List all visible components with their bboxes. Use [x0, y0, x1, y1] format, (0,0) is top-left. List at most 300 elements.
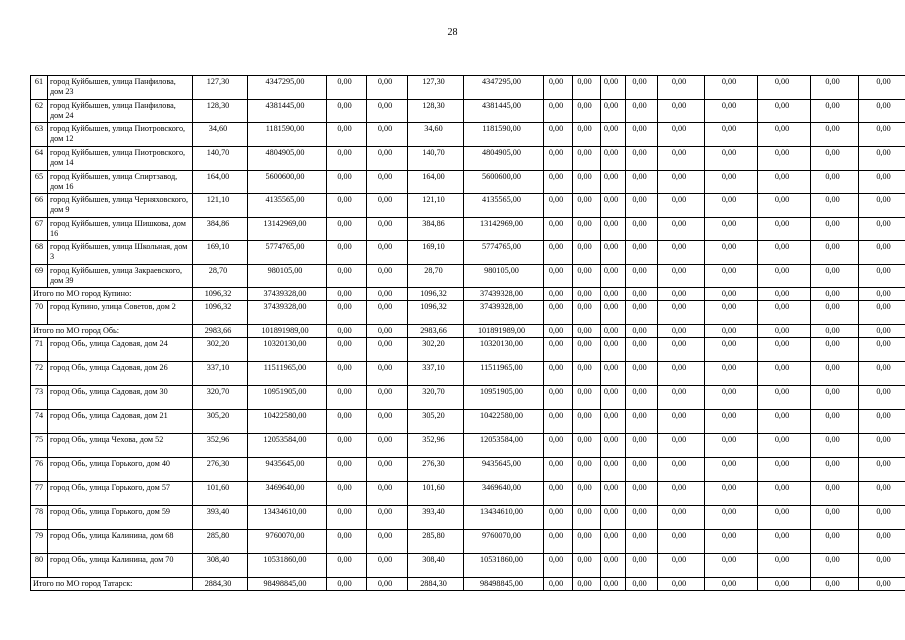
value-cell: 37439328,00 — [248, 288, 327, 301]
table-row — [31, 386, 905, 410]
subtotal-label: Итого по МО город Татарск: — [31, 578, 193, 591]
value-cell: 0,00 — [367, 434, 408, 458]
value-cell: 0,00 — [859, 506, 905, 530]
value-cell: 0,00 — [544, 241, 573, 265]
value-cell: 0,00 — [758, 578, 811, 591]
value-cell: 98498845,00 — [248, 578, 327, 591]
value-cell: 0,00 — [327, 194, 367, 218]
value-cell: 0,00 — [705, 100, 758, 123]
row-number: 67 — [31, 218, 48, 241]
value-cell: 980105,00 — [248, 265, 327, 288]
value-cell: 0,00 — [705, 194, 758, 218]
value-cell: 0,00 — [811, 218, 859, 241]
value-cell: 0,00 — [601, 458, 626, 482]
value-cell: 5600600,00 — [248, 171, 327, 194]
value-cell: 0,00 — [544, 410, 573, 434]
value-cell: 0,00 — [859, 147, 905, 171]
value-cell: 0,00 — [626, 301, 658, 325]
value-cell: 5774765,00 — [248, 241, 327, 265]
value-cell: 0,00 — [544, 100, 573, 123]
value-cell: 0,00 — [626, 194, 658, 218]
value-cell: 34,60 — [408, 123, 464, 147]
value-cell: 127,30 — [408, 76, 464, 100]
value-cell: 0,00 — [367, 386, 408, 410]
value-cell: 0,00 — [573, 410, 601, 434]
value-cell: 0,00 — [601, 76, 626, 100]
value-cell: 0,00 — [327, 458, 367, 482]
value-cell: 0,00 — [601, 100, 626, 123]
row-number: 69 — [31, 265, 48, 288]
value-cell: 0,00 — [758, 100, 811, 123]
value-cell: 393,40 — [408, 506, 464, 530]
value-cell: 10531860,00 — [464, 554, 544, 578]
value-cell: 0,00 — [544, 147, 573, 171]
value-cell: 164,00 — [408, 171, 464, 194]
address-cell: город Обь, улица Калинина, дом 68 — [48, 530, 193, 554]
table-row — [31, 362, 905, 386]
address-cell: город Обь, улица Горького, дом 59 — [48, 506, 193, 530]
value-cell: 0,00 — [544, 301, 573, 325]
value-cell: 0,00 — [758, 241, 811, 265]
value-cell: 0,00 — [705, 218, 758, 241]
value-cell: 4135565,00 — [248, 194, 327, 218]
value-cell: 320,70 — [408, 386, 464, 410]
value-cell: 0,00 — [367, 171, 408, 194]
value-cell: 0,00 — [658, 530, 705, 554]
value-cell: 12053584,00 — [464, 434, 544, 458]
value-cell: 0,00 — [859, 530, 905, 554]
address-cell: город Обь, улица Садовая, дом 30 — [48, 386, 193, 410]
value-cell: 9760070,00 — [248, 530, 327, 554]
value-cell: 0,00 — [626, 338, 658, 362]
value-cell: 3469640,00 — [248, 482, 327, 506]
value-cell: 101,60 — [408, 482, 464, 506]
value-cell: 0,00 — [573, 554, 601, 578]
value-cell: 9435645,00 — [464, 458, 544, 482]
value-cell: 0,00 — [758, 123, 811, 147]
value-cell: 0,00 — [544, 265, 573, 288]
value-cell: 9760070,00 — [464, 530, 544, 554]
value-cell: 0,00 — [367, 458, 408, 482]
value-cell: 2983,66 — [193, 325, 248, 338]
value-cell: 0,00 — [811, 386, 859, 410]
value-cell: 0,00 — [367, 362, 408, 386]
value-cell: 0,00 — [811, 362, 859, 386]
value-cell: 1096,32 — [408, 301, 464, 325]
value-cell: 0,00 — [327, 362, 367, 386]
value-cell: 0,00 — [859, 218, 905, 241]
value-cell: 0,00 — [327, 482, 367, 506]
value-cell: 0,00 — [367, 241, 408, 265]
value-cell: 101891989,00 — [248, 325, 327, 338]
value-cell: 0,00 — [573, 218, 601, 241]
value-cell: 0,00 — [573, 325, 601, 338]
value-cell: 0,00 — [811, 338, 859, 362]
value-cell: 0,00 — [573, 578, 601, 591]
row-number: 72 — [31, 362, 48, 386]
value-cell: 28,70 — [408, 265, 464, 288]
value-cell: 0,00 — [859, 578, 905, 591]
value-cell: 0,00 — [367, 506, 408, 530]
value-cell: 0,00 — [601, 265, 626, 288]
address-cell: город Купино, улица Советов, дом 2 — [48, 301, 193, 325]
value-cell: 13434610,00 — [248, 506, 327, 530]
table-row — [31, 434, 905, 458]
value-cell: 0,00 — [573, 434, 601, 458]
value-cell: 0,00 — [658, 171, 705, 194]
table-row — [31, 218, 905, 241]
table-row — [31, 76, 905, 100]
value-cell: 121,10 — [193, 194, 248, 218]
value-cell: 0,00 — [705, 386, 758, 410]
value-cell: 0,00 — [658, 386, 705, 410]
address-cell: город Обь, улица Садовая, дом 24 — [48, 338, 193, 362]
value-cell: 0,00 — [367, 301, 408, 325]
value-cell: 140,70 — [408, 147, 464, 171]
value-cell: 0,00 — [811, 506, 859, 530]
value-cell: 0,00 — [705, 554, 758, 578]
value-cell: 12053584,00 — [248, 434, 327, 458]
value-cell: 0,00 — [705, 530, 758, 554]
value-cell: 0,00 — [367, 554, 408, 578]
value-cell: 0,00 — [811, 171, 859, 194]
value-cell: 0,00 — [626, 147, 658, 171]
value-cell: 0,00 — [658, 410, 705, 434]
value-cell: 0,00 — [573, 100, 601, 123]
value-cell: 0,00 — [327, 554, 367, 578]
value-cell: 352,96 — [408, 434, 464, 458]
value-cell: 0,00 — [327, 410, 367, 434]
value-cell: 0,00 — [658, 265, 705, 288]
value-cell: 0,00 — [327, 506, 367, 530]
value-cell: 0,00 — [327, 76, 367, 100]
value-cell: 0,00 — [367, 76, 408, 100]
value-cell: 0,00 — [705, 241, 758, 265]
value-cell: 0,00 — [859, 338, 905, 362]
value-cell: 0,00 — [327, 123, 367, 147]
value-cell: 0,00 — [811, 530, 859, 554]
value-cell: 4347295,00 — [464, 76, 544, 100]
row-number: 68 — [31, 241, 48, 265]
value-cell: 0,00 — [811, 147, 859, 171]
value-cell: 0,00 — [367, 288, 408, 301]
value-cell: 0,00 — [705, 482, 758, 506]
value-cell: 980105,00 — [464, 265, 544, 288]
value-cell: 305,20 — [408, 410, 464, 434]
table-row — [31, 100, 905, 123]
value-cell: 0,00 — [601, 554, 626, 578]
table-row — [31, 410, 905, 434]
address-cell: город Обь, улица Садовая, дом 26 — [48, 362, 193, 386]
value-cell: 0,00 — [658, 288, 705, 301]
value-cell: 0,00 — [811, 458, 859, 482]
value-cell: 0,00 — [658, 482, 705, 506]
value-cell: 0,00 — [658, 506, 705, 530]
value-cell: 0,00 — [626, 482, 658, 506]
value-cell: 0,00 — [573, 386, 601, 410]
value-cell: 0,00 — [658, 218, 705, 241]
row-number: 75 — [31, 434, 48, 458]
row-number: 80 — [31, 554, 48, 578]
value-cell: 0,00 — [705, 578, 758, 591]
value-cell: 2884,30 — [408, 578, 464, 591]
value-cell: 128,30 — [408, 100, 464, 123]
value-cell: 0,00 — [811, 482, 859, 506]
value-cell: 0,00 — [327, 241, 367, 265]
value-cell: 0,00 — [367, 482, 408, 506]
value-cell: 164,00 — [193, 171, 248, 194]
value-cell: 0,00 — [367, 147, 408, 171]
value-cell: 0,00 — [367, 218, 408, 241]
value-cell: 4381445,00 — [464, 100, 544, 123]
row-number: 74 — [31, 410, 48, 434]
value-cell: 0,00 — [758, 301, 811, 325]
address-cell: город Куйбышев, улица Черняховского, дом 9 — [48, 194, 193, 218]
value-cell: 13142969,00 — [464, 218, 544, 241]
value-cell: 0,00 — [859, 100, 905, 123]
value-cell: 0,00 — [859, 458, 905, 482]
value-cell: 0,00 — [327, 265, 367, 288]
table-row — [31, 301, 905, 325]
value-cell: 0,00 — [758, 458, 811, 482]
value-cell: 0,00 — [601, 338, 626, 362]
value-cell: 1181590,00 — [464, 123, 544, 147]
value-cell: 384,86 — [408, 218, 464, 241]
value-cell: 101,60 — [193, 482, 248, 506]
value-cell: 0,00 — [367, 123, 408, 147]
value-cell: 11511965,00 — [248, 362, 327, 386]
value-cell: 3469640,00 — [464, 482, 544, 506]
row-number: 78 — [31, 506, 48, 530]
value-cell: 0,00 — [626, 434, 658, 458]
value-cell: 0,00 — [601, 386, 626, 410]
value-cell: 0,00 — [626, 554, 658, 578]
table-row — [31, 194, 905, 218]
value-cell: 0,00 — [327, 301, 367, 325]
value-cell: 320,70 — [193, 386, 248, 410]
value-cell: 0,00 — [601, 301, 626, 325]
value-cell: 0,00 — [758, 362, 811, 386]
row-number: 63 — [31, 123, 48, 147]
address-cell: город Куйбышев, улица Пиотровского, дом 14 — [48, 147, 193, 171]
address-cell: город Обь, улица Горького, дом 57 — [48, 482, 193, 506]
value-cell: 302,20 — [193, 338, 248, 362]
value-cell: 0,00 — [758, 434, 811, 458]
value-cell: 0,00 — [705, 325, 758, 338]
value-cell: 0,00 — [859, 301, 905, 325]
value-cell: 13142969,00 — [248, 218, 327, 241]
table-row — [31, 482, 905, 506]
value-cell: 28,70 — [193, 265, 248, 288]
address-cell: город Обь, улица Горького, дом 40 — [48, 458, 193, 482]
value-cell: 0,00 — [859, 325, 905, 338]
value-cell: 0,00 — [626, 123, 658, 147]
value-cell: 0,00 — [544, 171, 573, 194]
value-cell: 10951905,00 — [464, 386, 544, 410]
value-cell: 0,00 — [601, 194, 626, 218]
value-cell: 0,00 — [859, 123, 905, 147]
row-number: 62 — [31, 100, 48, 123]
value-cell: 0,00 — [544, 194, 573, 218]
value-cell: 0,00 — [626, 218, 658, 241]
value-cell: 0,00 — [758, 194, 811, 218]
row-number: 61 — [31, 76, 48, 100]
value-cell: 0,00 — [544, 338, 573, 362]
value-cell: 0,00 — [327, 578, 367, 591]
value-cell: 0,00 — [573, 338, 601, 362]
value-cell: 0,00 — [658, 434, 705, 458]
row-number: 64 — [31, 147, 48, 171]
value-cell: 0,00 — [367, 100, 408, 123]
value-cell: 337,10 — [193, 362, 248, 386]
value-cell: 0,00 — [601, 434, 626, 458]
table-row — [31, 265, 905, 288]
value-cell: 0,00 — [367, 265, 408, 288]
value-cell: 276,30 — [193, 458, 248, 482]
value-cell: 0,00 — [859, 288, 905, 301]
value-cell: 10320130,00 — [464, 338, 544, 362]
row-number: 77 — [31, 482, 48, 506]
value-cell: 0,00 — [544, 76, 573, 100]
value-cell: 128,30 — [193, 100, 248, 123]
value-cell: 0,00 — [327, 325, 367, 338]
value-cell: 0,00 — [327, 530, 367, 554]
value-cell: 0,00 — [758, 325, 811, 338]
value-cell: 0,00 — [705, 123, 758, 147]
value-cell: 0,00 — [367, 530, 408, 554]
value-cell: 4135565,00 — [464, 194, 544, 218]
value-cell: 4347295,00 — [248, 76, 327, 100]
value-cell: 0,00 — [811, 76, 859, 100]
value-cell: 384,86 — [193, 218, 248, 241]
value-cell: 10320130,00 — [248, 338, 327, 362]
value-cell: 169,10 — [193, 241, 248, 265]
value-cell: 34,60 — [193, 123, 248, 147]
value-cell: 0,00 — [573, 288, 601, 301]
value-cell: 0,00 — [859, 386, 905, 410]
address-cell: город Обь, улица Чехова, дом 52 — [48, 434, 193, 458]
subtotal-label: Итого по МО город Купино: — [31, 288, 193, 301]
value-cell: 0,00 — [601, 218, 626, 241]
value-cell: 0,00 — [626, 171, 658, 194]
value-cell: 352,96 — [193, 434, 248, 458]
value-cell: 0,00 — [573, 76, 601, 100]
value-cell: 0,00 — [626, 100, 658, 123]
value-cell: 337,10 — [408, 362, 464, 386]
value-cell: 0,00 — [859, 76, 905, 100]
value-cell: 0,00 — [658, 147, 705, 171]
value-cell: 10422580,00 — [464, 410, 544, 434]
value-cell: 0,00 — [544, 554, 573, 578]
value-cell: 308,40 — [193, 554, 248, 578]
table-row — [31, 171, 905, 194]
value-cell: 37439328,00 — [248, 301, 327, 325]
value-cell: 0,00 — [544, 458, 573, 482]
table-row — [31, 123, 905, 147]
value-cell: 0,00 — [573, 458, 601, 482]
value-cell: 0,00 — [811, 301, 859, 325]
value-cell: 0,00 — [658, 241, 705, 265]
value-cell: 0,00 — [705, 506, 758, 530]
value-cell: 0,00 — [601, 147, 626, 171]
value-cell: 302,20 — [408, 338, 464, 362]
value-cell: 0,00 — [367, 338, 408, 362]
value-cell: 0,00 — [705, 434, 758, 458]
value-cell: 10531860,00 — [248, 554, 327, 578]
value-cell: 0,00 — [601, 362, 626, 386]
value-cell: 393,40 — [193, 506, 248, 530]
value-cell: 0,00 — [544, 578, 573, 591]
value-cell: 0,00 — [658, 578, 705, 591]
value-cell: 1096,32 — [408, 288, 464, 301]
value-cell: 0,00 — [705, 301, 758, 325]
value-cell: 9435645,00 — [248, 458, 327, 482]
value-cell: 0,00 — [758, 338, 811, 362]
value-cell: 285,80 — [193, 530, 248, 554]
value-cell: 0,00 — [327, 147, 367, 171]
value-cell: 0,00 — [626, 578, 658, 591]
value-cell: 0,00 — [626, 410, 658, 434]
value-cell: 0,00 — [859, 362, 905, 386]
value-cell: 0,00 — [658, 362, 705, 386]
value-cell: 0,00 — [626, 288, 658, 301]
value-cell: 0,00 — [544, 123, 573, 147]
value-cell: 0,00 — [758, 76, 811, 100]
value-cell: 0,00 — [626, 386, 658, 410]
value-cell: 0,00 — [573, 123, 601, 147]
value-cell: 0,00 — [573, 194, 601, 218]
table-row — [31, 241, 905, 265]
address-cell: город Куйбышев, улица Панфилова, дом 23 — [48, 76, 193, 100]
value-cell: 0,00 — [658, 325, 705, 338]
value-cell: 0,00 — [811, 194, 859, 218]
value-cell: 0,00 — [626, 325, 658, 338]
value-cell: 0,00 — [367, 578, 408, 591]
value-cell: 0,00 — [367, 194, 408, 218]
value-cell: 0,00 — [758, 386, 811, 410]
value-cell: 0,00 — [758, 171, 811, 194]
row-number: 79 — [31, 530, 48, 554]
value-cell: 0,00 — [573, 482, 601, 506]
subtotal-row — [31, 578, 905, 591]
value-cell: 0,00 — [601, 171, 626, 194]
table-row — [31, 530, 905, 554]
value-cell: 169,10 — [408, 241, 464, 265]
value-cell: 0,00 — [327, 218, 367, 241]
value-cell: 4804905,00 — [248, 147, 327, 171]
value-cell: 0,00 — [758, 530, 811, 554]
value-cell: 0,00 — [544, 434, 573, 458]
value-cell: 4804905,00 — [464, 147, 544, 171]
value-cell: 0,00 — [544, 218, 573, 241]
value-cell: 0,00 — [573, 265, 601, 288]
value-cell: 4381445,00 — [248, 100, 327, 123]
address-cell: город Куйбышев, улица Спиртзавод, дом 16 — [48, 171, 193, 194]
value-cell: 0,00 — [327, 100, 367, 123]
address-cell: город Обь, улица Калинина, дом 70 — [48, 554, 193, 578]
value-cell: 0,00 — [601, 506, 626, 530]
value-cell: 0,00 — [658, 100, 705, 123]
value-cell: 0,00 — [811, 123, 859, 147]
table-row — [31, 554, 905, 578]
value-cell: 0,00 — [658, 301, 705, 325]
page-number: 28 — [447, 27, 458, 38]
table-row — [31, 458, 905, 482]
value-cell: 0,00 — [544, 288, 573, 301]
value-cell: 0,00 — [544, 386, 573, 410]
value-cell: 0,00 — [811, 241, 859, 265]
value-cell: 1096,32 — [193, 288, 248, 301]
